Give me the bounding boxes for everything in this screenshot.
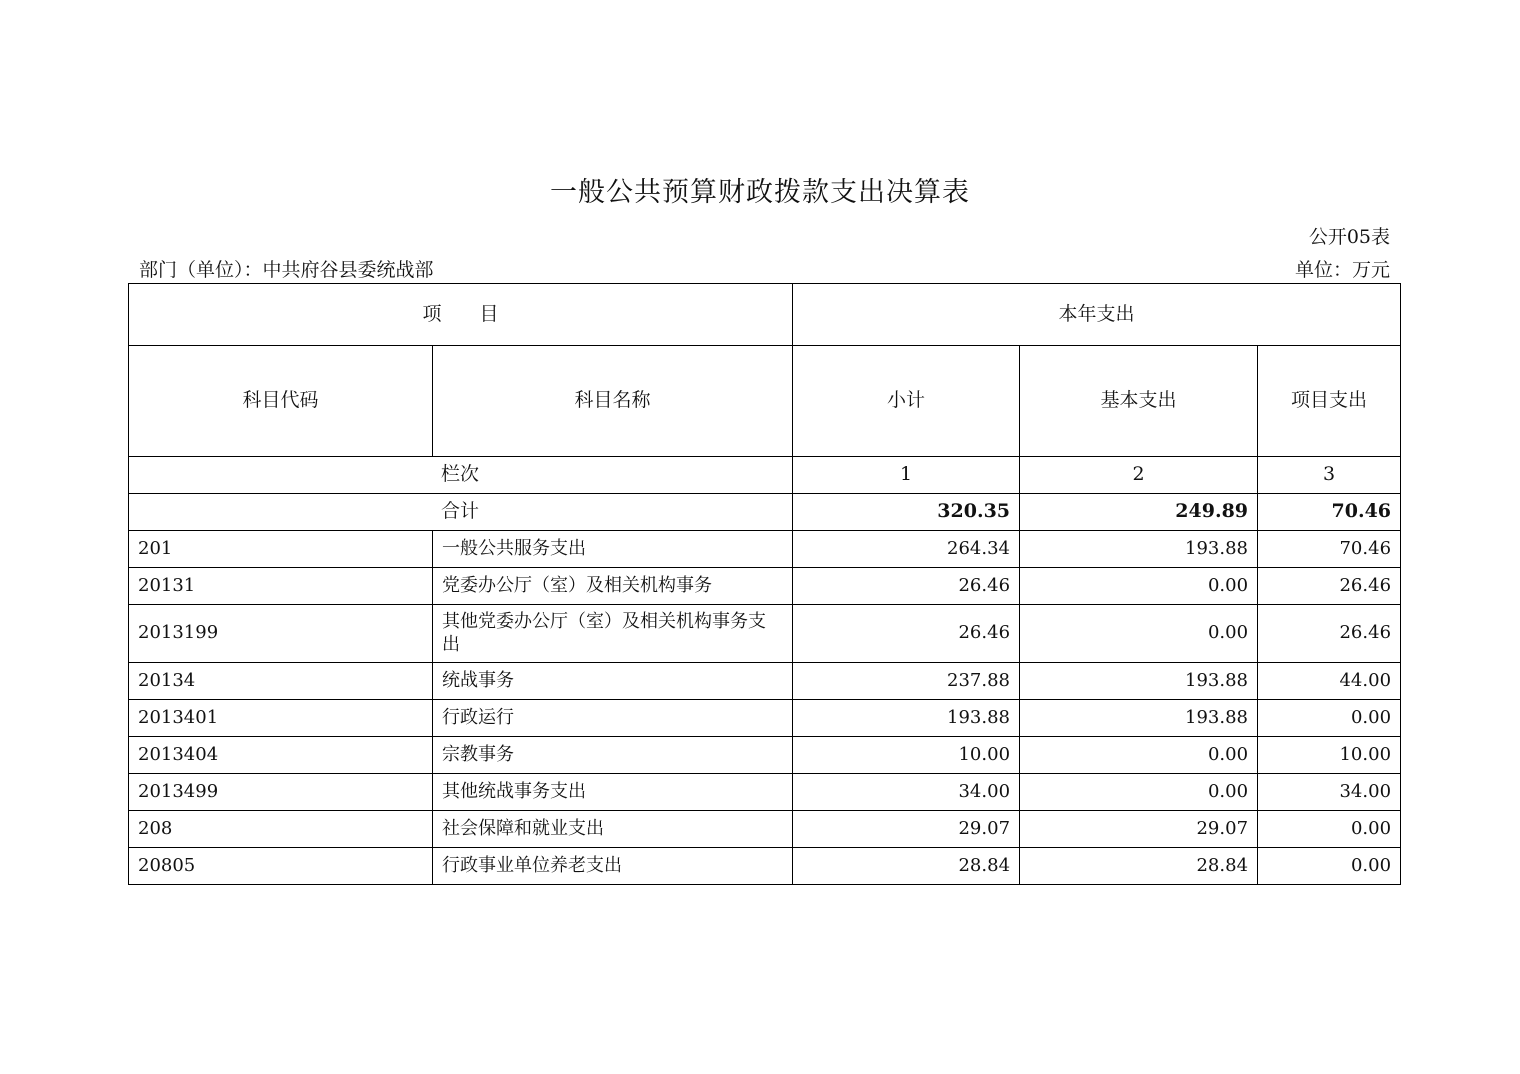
row-name: 行政运行 (433, 700, 793, 737)
row-code: 2013404 (129, 737, 433, 774)
page-title: 一般公共预算财政拨款支出决算表 (550, 177, 970, 208)
row-subtotal: 237.88 (793, 663, 1020, 700)
row-code: 2013499 (129, 774, 433, 811)
row-name: 行政事业单位养老支出 (433, 848, 793, 885)
header-subtotal: 小计 (793, 346, 1020, 457)
row-subtotal: 10.00 (793, 737, 1020, 774)
row-project: 10.00 (1258, 737, 1401, 774)
row-name: 宗教事务 (433, 737, 793, 774)
row-basic: 0.00 (1020, 605, 1258, 663)
row-project: 44.00 (1258, 663, 1401, 700)
header-row-top (129, 284, 1401, 346)
row-name: 一般公共服务支出 (433, 531, 793, 568)
row-code: 208 (129, 811, 433, 848)
row-subtotal: 26.46 (793, 568, 1020, 605)
row-subtotal: 29.07 (793, 811, 1020, 848)
column-number: 3 (1258, 457, 1401, 494)
row-name: 其他党委办公厅（室）及相关机构事务支出 (433, 605, 793, 663)
row-code: 20134 (129, 663, 433, 700)
row-project: 0.00 (1258, 848, 1401, 885)
row-code: 20131 (129, 568, 433, 605)
table-row (129, 605, 1401, 663)
column-number: 2 (1020, 457, 1258, 494)
header-current-year: 本年支出 (793, 284, 1401, 346)
total-project: 70.46 (1258, 494, 1401, 531)
row-code: 2013199 (129, 605, 433, 663)
total-subtotal: 320.35 (793, 494, 1020, 531)
header-name: 科目名称 (433, 346, 793, 457)
row-basic: 193.88 (1020, 700, 1258, 737)
expenditure-table (128, 283, 1401, 885)
row-project: 26.46 (1258, 605, 1401, 663)
row-subtotal: 28.84 (793, 848, 1020, 885)
row-code: 2013401 (129, 700, 433, 737)
row-subtotal: 264.34 (793, 531, 1020, 568)
column-number-row (129, 457, 1401, 494)
row-subtotal: 26.46 (793, 605, 1020, 663)
total-basic: 249.89 (1020, 494, 1258, 531)
total-row (129, 494, 1401, 531)
row-project: 0.00 (1258, 811, 1401, 848)
header-project: 项 目 (129, 284, 793, 346)
table-row (129, 700, 1401, 737)
row-project: 0.00 (1258, 700, 1401, 737)
header-row-columns (129, 346, 1401, 457)
header-code: 科目代码 (129, 346, 433, 457)
row-basic: 29.07 (1020, 811, 1258, 848)
row-name: 统战事务 (433, 663, 793, 700)
row-basic: 0.00 (1020, 774, 1258, 811)
row-name: 社会保障和就业支出 (433, 811, 793, 848)
table-row (129, 531, 1401, 568)
table-row (129, 811, 1401, 848)
row-basic: 193.88 (1020, 663, 1258, 700)
row-basic: 0.00 (1020, 568, 1258, 605)
table-row (129, 848, 1401, 885)
row-code: 201 (129, 531, 433, 568)
row-basic: 28.84 (1020, 848, 1258, 885)
row-basic: 193.88 (1020, 531, 1258, 568)
table-row (129, 774, 1401, 811)
row-name: 党委办公厅（室）及相关机构事务 (433, 568, 793, 605)
unit-label: 单位：万元 (1294, 259, 1390, 281)
table-row (129, 568, 1401, 605)
table-row (129, 663, 1401, 700)
row-subtotal: 193.88 (793, 700, 1020, 737)
department-label: 部门（单位）：中共府谷县委统战部 (139, 259, 434, 281)
row-name: 其他统战事务支出 (433, 774, 793, 811)
column-row-label: 栏次 (129, 457, 793, 494)
form-number: 公开05表 (1308, 226, 1390, 248)
row-project: 34.00 (1258, 774, 1401, 811)
header-project-expense: 项目支出 (1258, 346, 1401, 457)
table-row (129, 737, 1401, 774)
row-basic: 0.00 (1020, 737, 1258, 774)
row-project: 26.46 (1258, 568, 1401, 605)
row-project: 70.46 (1258, 531, 1401, 568)
row-code: 20805 (129, 848, 433, 885)
row-subtotal: 34.00 (793, 774, 1020, 811)
total-label: 合计 (129, 494, 793, 531)
column-number: 1 (793, 457, 1020, 494)
header-basic: 基本支出 (1020, 346, 1258, 457)
